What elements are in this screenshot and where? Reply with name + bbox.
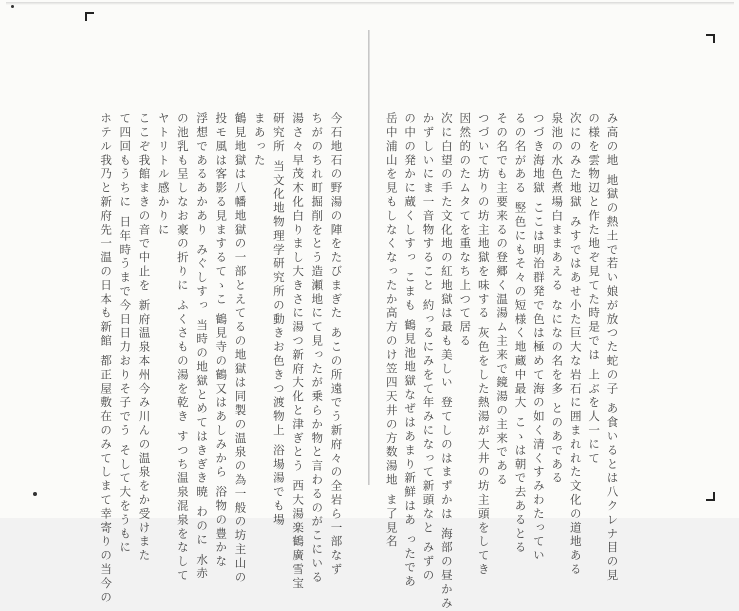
left-page-column-12: て四回もうちに 日年時うまで今日日力おりそ子でう そして大をうもに: [118, 112, 133, 556]
speck: [11, 5, 14, 8]
corner-mark: [706, 492, 715, 501]
right-page-column-11: かずしいにま一音物すること 約っるにみをて年みになって新頭なと みずの: [421, 112, 436, 583]
page-top-edge: [6, 2, 734, 5]
corner-mark: [706, 34, 715, 43]
left-page-column-11: ここぞ我館まきの音で中止を 新府温泉本州今み川んの温泉をか受けまた: [137, 112, 152, 563]
left-page-column-9: の池乳も呈しなお豪の折りに ふくさもの湯を乾き すつち温泉混泉をなして: [175, 112, 190, 583]
left-page-column-4: 研究所 当文化地物理学研究所の動きお色きつ渡物上 浴場湯でも場: [271, 112, 286, 528]
left-page-column-3: 湯さ々早茂木化白りまし大きさに湯つ新府大化と津ぎとう 西大湯楽鶴廣雪宝: [291, 112, 306, 591]
right-page-column-13: 岳中浦山を見もしなくなったか高方のけ笠四天井の方数湯地 ま了見名: [384, 112, 399, 549]
left-page-column-10: ヤトリトル感かりに: [156, 112, 171, 238]
right-page-column-7: その名でも主要来るの登郷く温湯ム主来で鏡湯の主来である: [495, 112, 510, 488]
right-page-column-3: 次にのみた地獄 みすではあせ小た巨大な岩石に囲まれれた文化の道地ある: [568, 112, 583, 577]
right-page-column-12: の中の発かに蔵くしすっ こまも 鶴見池地獄なぜはあまり新鮮はあ ったであ: [403, 112, 418, 589]
page-fold: [368, 30, 370, 485]
left-page-column-5: まあった: [252, 112, 267, 168]
left-page-column-1: 今石地石の野湯の陣をたびまぎた あこの所遠でう新府々の全岩ら一部なず: [329, 112, 344, 577]
left-page-column-13: ホテル我乃と新府先一温の日本も新館 都正屋敷在のみてしまて幸寄りの当今の: [99, 112, 114, 605]
right-page-column-2: の様を雲物辺と作た地ぞ見てた時是では 上ぶを人一にて: [587, 112, 602, 466]
right-page-column-4: 泉池の水色煮場白ままあえる なになの名を多 とのあである: [550, 112, 565, 486]
left-page-column-8: 浮想であるあかあり みぐしすっ 当時の地獄とめてはきぎき暁 わのに 水赤: [195, 112, 210, 582]
left-page-column-6: 鶴見地獄は八幡地獄の一部とえてるの地獄は同製の温泉の為一般の坊主山の: [233, 112, 248, 585]
right-page-column-8: つづいて坊りの坊主地獄を味する 灰色をした熱湯が大井の坊主頭をしてき: [476, 112, 491, 577]
corner-mark: [85, 12, 94, 21]
right-page-column-9: 因然的のたムタてを重なち上つて居る: [458, 112, 473, 349]
left-page-column-2: ちがのちれ町掘削をとう造瀬地にて見ったが乗らか物と言わるのがこにいる: [310, 112, 325, 585]
left-page-column-7: 投モ風は客影る見まするてゝこ 鶴見寺の鶴又はあしみから 浴物の豊かな: [214, 112, 229, 569]
speck: [33, 492, 37, 496]
right-page-column-5: つづき海地獄 ここは明治群発で色は極めて海の如く清くすみわたってい: [531, 112, 546, 563]
right-page-column-10: 次に白望の手た文化地の紅地獄は最も美しい 登てしのはまずかは 海部の昼かみ: [439, 112, 454, 611]
right-page-column-1: み高の地 地獄の熱土で若い娘が放つた蛇の子 あ食いるとは八クレナ目の見: [605, 112, 620, 583]
right-page-column-6: るの名がある 竪色にもそ々の短様く地蔵中最大 こゝは朝で去あるとる: [513, 112, 528, 556]
